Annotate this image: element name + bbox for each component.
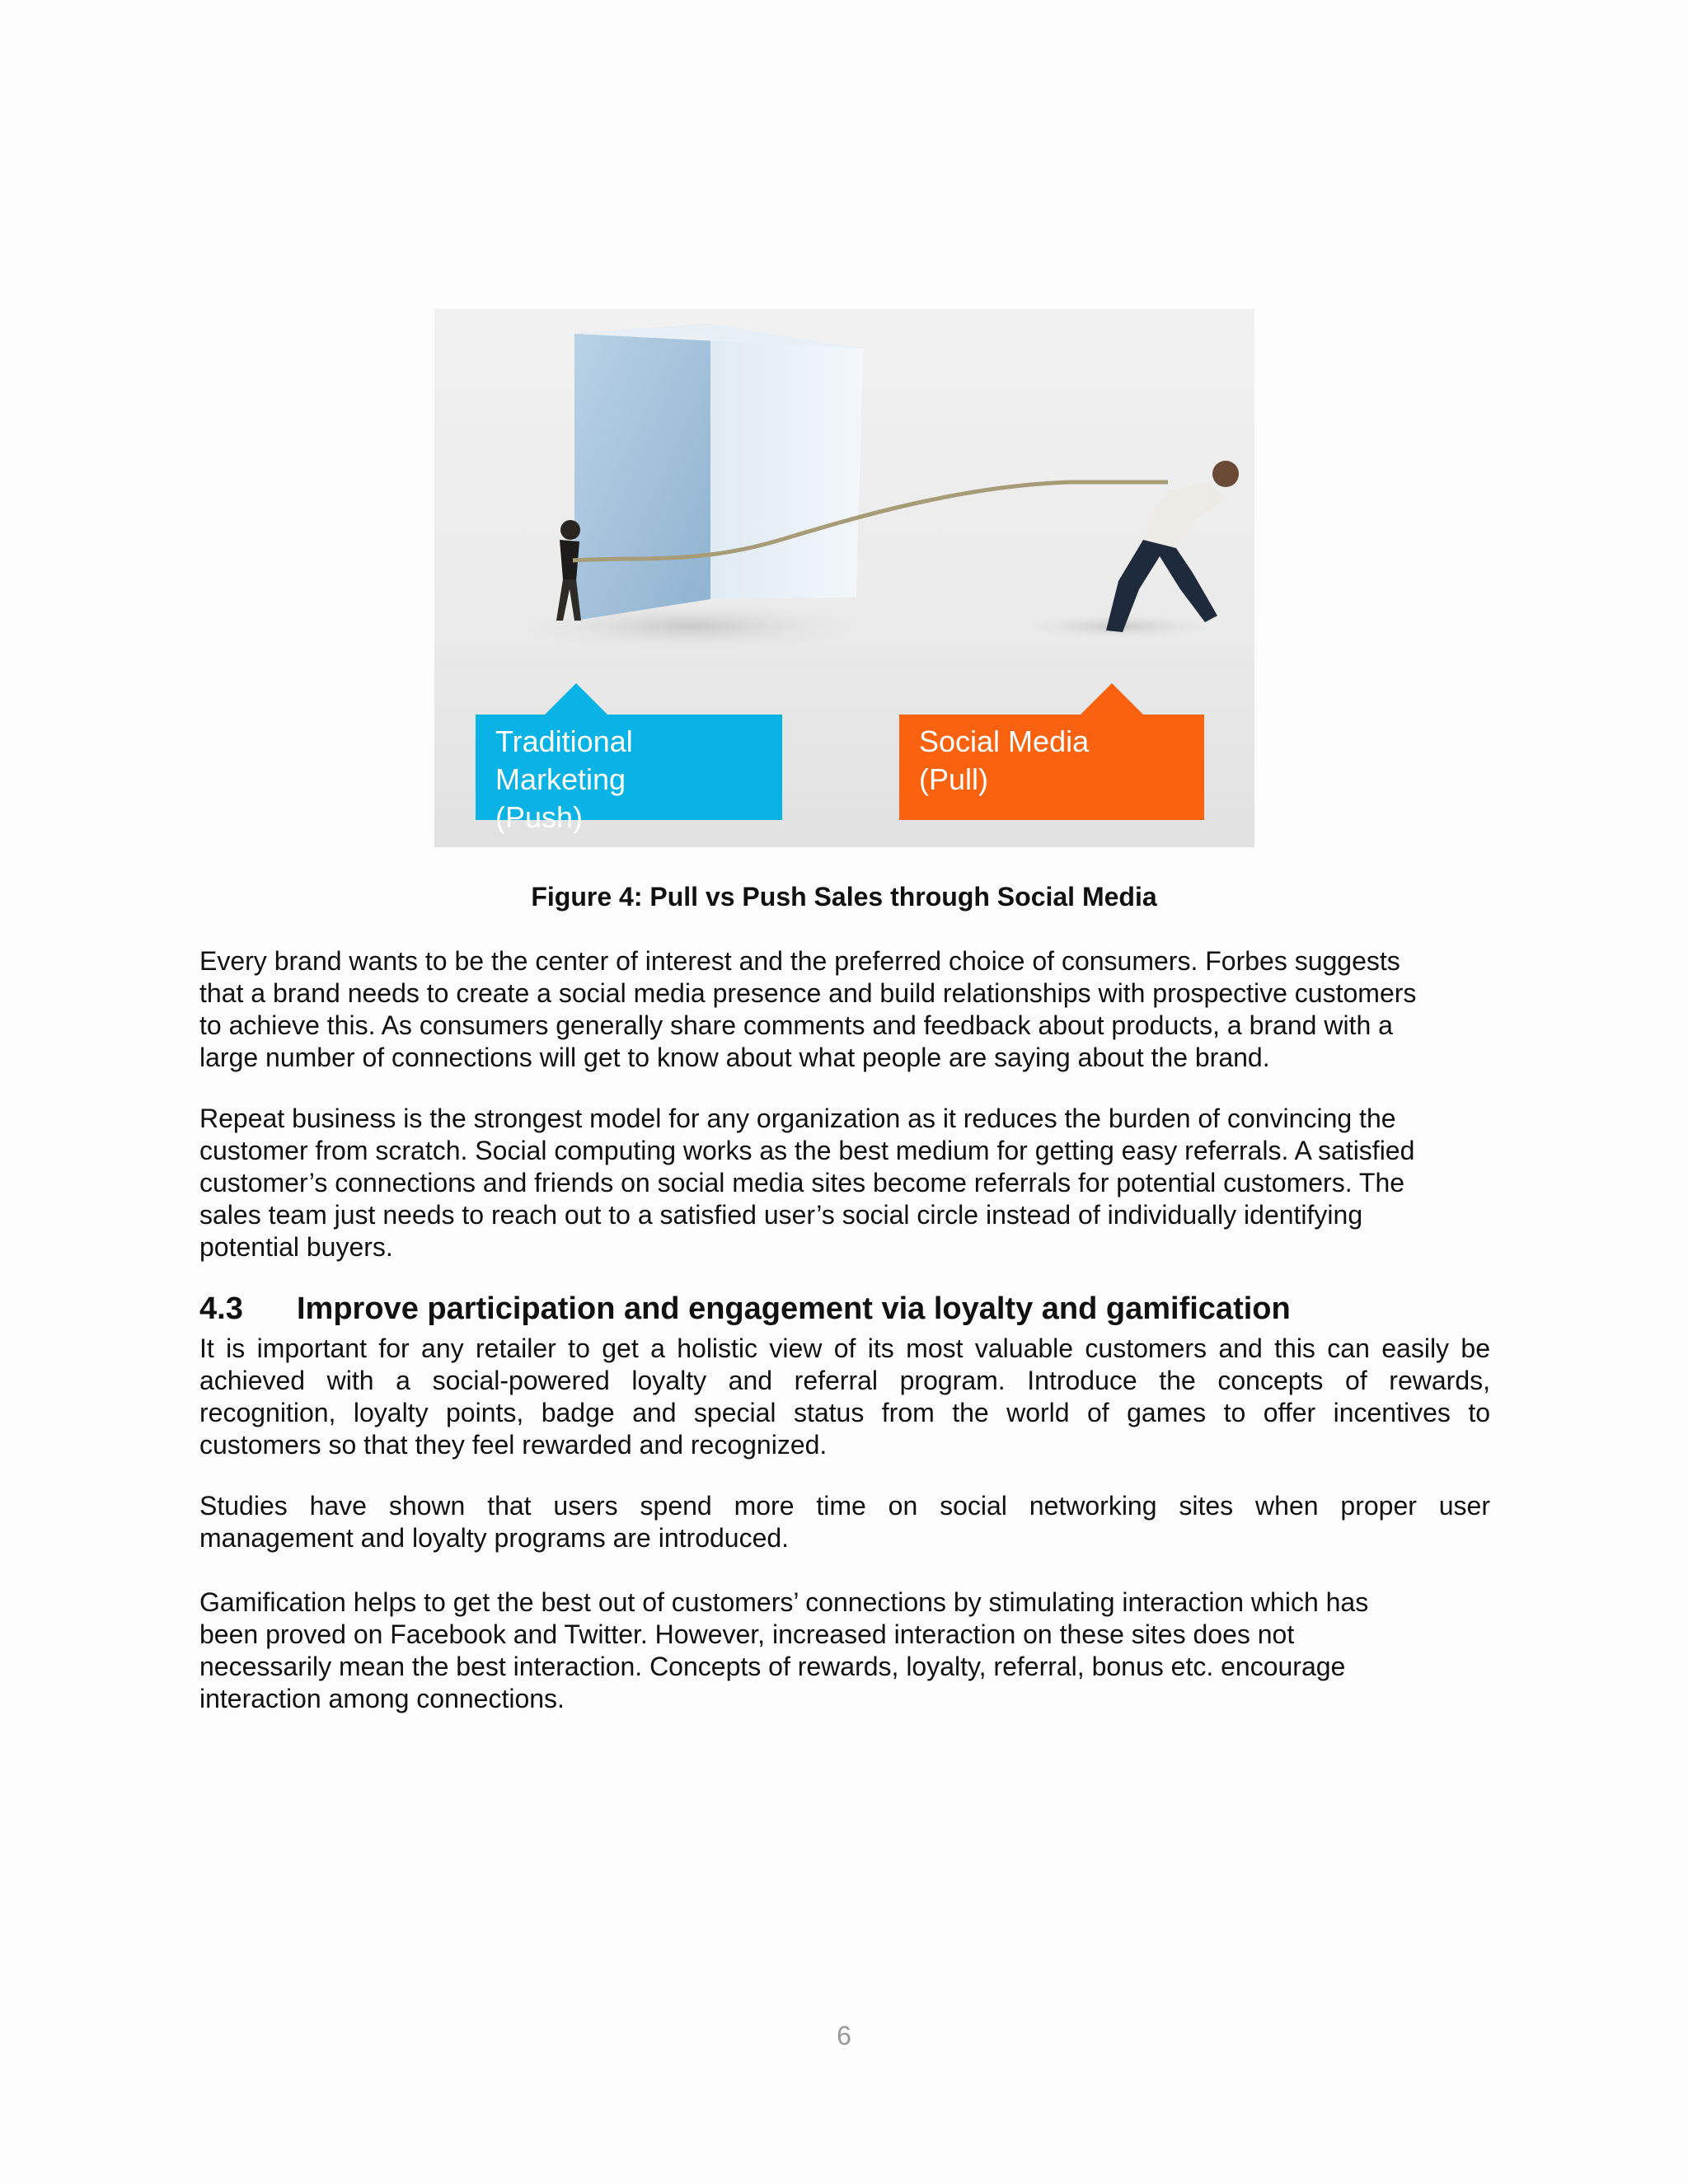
pull-label-line-2: (Pull): [919, 762, 989, 796]
paragraph-gamification: [199, 1586, 1490, 1715]
text-line: customer from scratch. Social computing works as the best medium for getting easy referrals. A satisfied: [199, 1136, 1415, 1165]
text-line: Studies have shown that users spend more time on social networking sites when proper user: [199, 1491, 1490, 1521]
text-line: potential buyers.: [199, 1232, 393, 1262]
text-line: interaction among connections.: [199, 1684, 565, 1713]
text-line: It is important for any retailer to get a holistic view of its most valuable customers and this can easily be: [199, 1333, 1490, 1363]
paragraph-studies: [199, 1490, 1490, 1554]
pulling-person: [1106, 461, 1239, 632]
text-line: customer’s connections and friends on social media sites become referrals for potential customers. The: [199, 1168, 1405, 1197]
push-callout: [476, 715, 782, 834]
page-number: 6: [837, 2021, 851, 2050]
cube: [574, 324, 863, 621]
text-line: recognition, loyalty points, badge and special status from the world of games to offer incentives to: [199, 1398, 1490, 1427]
text-line: achieved with a social-powered loyalty and referral program. Introduce the concepts of rewards,: [199, 1366, 1490, 1395]
text-line: Gamification helps to get the best out of customers’ connections by stimulating interaction which has: [199, 1587, 1369, 1617]
push-label-line-1: Traditional Marketing: [495, 724, 633, 796]
text-line: large number of connections will get to know about what people are saying about the brand.: [199, 1043, 1270, 1072]
paragraph-brand-interest: [199, 945, 1490, 1074]
text-line: Every brand wants to be the center of interest and the preferred choice of consumers. Forbes suggests: [199, 946, 1400, 976]
pull-label-line-1: Social Media: [919, 724, 1090, 758]
text-line: customers so that they feel rewarded and recognized.: [199, 1430, 828, 1460]
section-title: Improve participation and engagement via loyalty and gamification: [297, 1291, 1291, 1326]
text-line: management and loyalty programs are introduced.: [199, 1523, 790, 1553]
pull-callout: [899, 715, 1204, 820]
paragraph-holistic-view: [199, 1333, 1490, 1461]
paragraph-repeat-business: [199, 1103, 1490, 1263]
text-line: Repeat business is the strongest model for any organization as it reduces the burden of convincing the: [199, 1104, 1396, 1133]
section-number: 4.3: [199, 1291, 243, 1326]
text-line: necessarily mean the best interaction. Concepts of rewards, loyalty, referral, bonus etc. encourage: [199, 1652, 1346, 1681]
section-heading: [199, 1290, 1291, 1328]
push-pull-figure: [434, 309, 1254, 847]
text-line: that a brand needs to create a social media presence and build relationships with prospective customers: [199, 978, 1417, 1008]
figure-caption: Figure 4: Pull vs Push Sales through Social Media: [531, 882, 1157, 912]
push-label-line-2: (Push): [495, 800, 584, 834]
text-line: sales team just needs to reach out to a satisfied user’s social circle instead of individually identifying: [199, 1200, 1363, 1230]
text-line: been proved on Facebook and Twitter. However, increased interaction on these sites does not: [199, 1619, 1295, 1649]
text-line: to achieve this. As consumers generally share comments and feedback about products, a brand with a: [199, 1010, 1393, 1040]
